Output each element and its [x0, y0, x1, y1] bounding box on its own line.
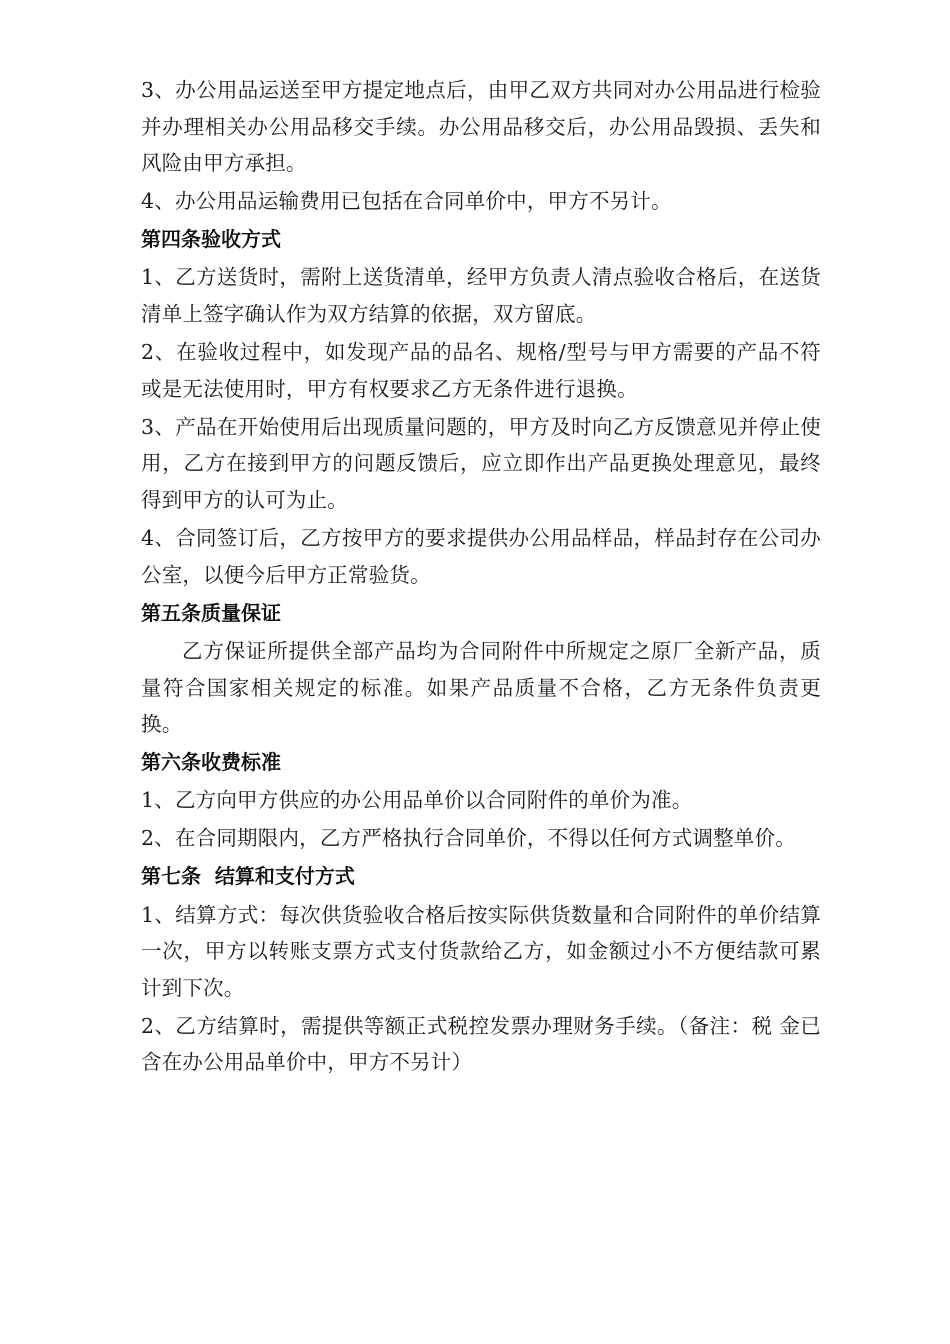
- article-7-heading: 第七条 结算和支付方式: [141, 864, 355, 889]
- article-5-heading: 第五条质量保证: [141, 600, 281, 625]
- clause-4-4: 4、合同签订后，乙方按甲方的要求提供办公用品样品，样品封存在公司办公室，以便今后甲方正常验货。: [141, 526, 821, 587]
- clause-4-1: 1、乙方送货时，需附上送货清单，经甲方负责人清点验收合格后，在送货清单上签字确认作为双方结算的依据，双方留底。: [141, 265, 821, 327]
- article-6-heading: 第六条收费标准: [141, 750, 281, 775]
- clause-6-2: 2、在合同期限内，乙方严格执行合同单价，不得以任何方式调整单价。: [141, 826, 796, 851]
- clause-6-1: 1、乙方向甲方供应的办公用品单价以合同附件的单价为准。: [141, 788, 693, 813]
- clause-4-2: 2、在验收过程中，如发现产品的品名、规格/型号与甲方需要的产品不符或是无法使用时，甲方有权要求乙方无条件进行退换。: [141, 340, 821, 401]
- article-4-heading: 第四条验收方式: [141, 227, 281, 252]
- clause-4-3: 3、产品在开始使用后出现质量问题的，甲方及时向乙方反馈意见并停止使用，乙方在接到甲方的问题反馈后，应立即作出产品更换处理意见，最终得到甲方的认可为止。: [141, 414, 821, 513]
- contract-page: [141, 72, 821, 1083]
- clause-3-3-delivery-inspection: 3、办公用品运送至甲方提定地点后，由甲乙双方共同对办公用品进行检验并办理相关办公用品移交手续。办公用品移交后，办公用品毁损、丢失和风险由甲方承担。: [141, 78, 821, 176]
- clause-5-body: 乙方保证所提供全部产品均为合同附件中所规定之原厂全新产品，质量符合国家相关规定的标准。如果产品质量不合格，乙方无条件负责更换。: [141, 638, 821, 737]
- clause-7-2: 2、乙方结算时，需提供等额正式税控发票办理财务手续。（备注：税 金已含在办公用品单价中，甲方不另计）: [141, 1013, 821, 1075]
- clause-7-1: 1、结算方式：每次供货验收合格后按实际供货数量和合同附件的单价结算一次，甲方以转账支票方式支付货款给乙方，如金额过小不方便结款可累计到下次。: [141, 902, 821, 1000]
- clause-3-4-freight: 4、办公用品运输费用已包括在合同单价中，甲方不另计。: [141, 189, 672, 214]
